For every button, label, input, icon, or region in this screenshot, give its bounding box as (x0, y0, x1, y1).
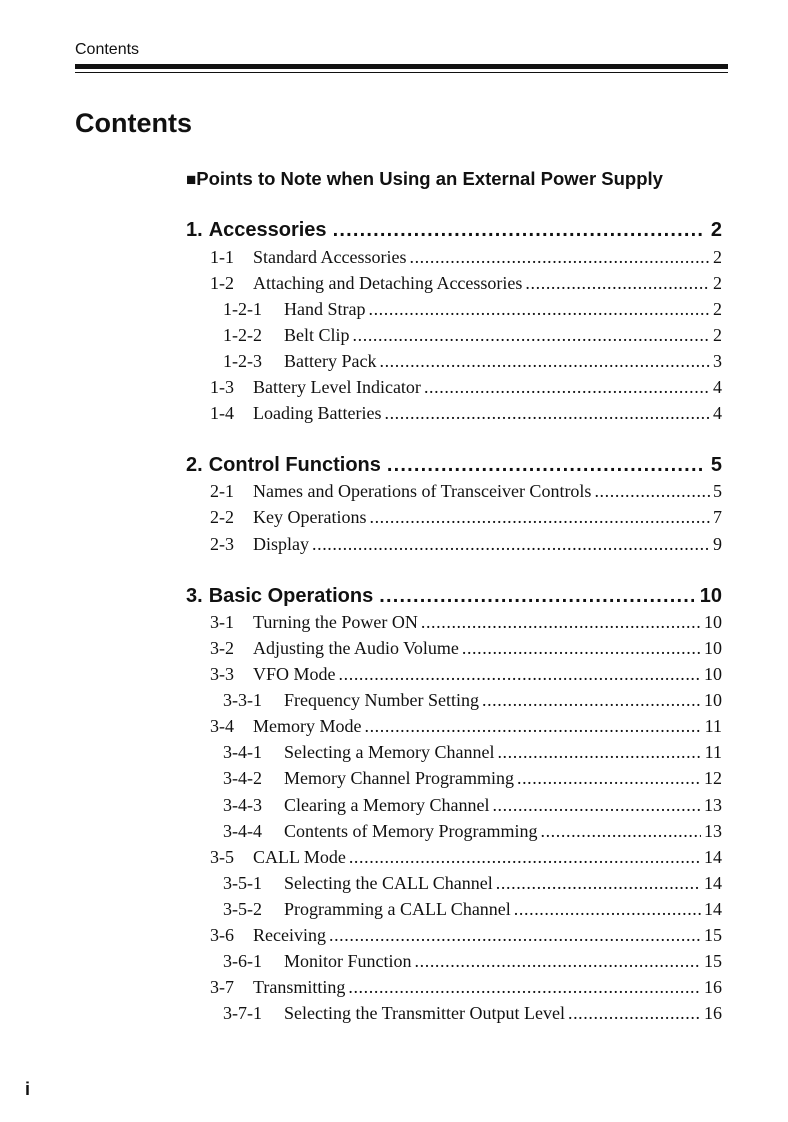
toc-number: 3-4-2 (223, 768, 262, 788)
toc-entry[interactable] (223, 821, 722, 842)
toc-number: 3-2 (210, 638, 234, 658)
toc-section[interactable] (186, 585, 722, 608)
toc-page-number: 2 (713, 325, 722, 345)
toc-dot-leader (497, 742, 701, 763)
toc-section[interactable] (186, 219, 722, 242)
toc-label: Adjusting the Audio Volume (253, 638, 459, 658)
toc-page-number: 2 (710, 219, 722, 241)
toc-label: Loading Batteries (253, 403, 382, 423)
toc-dot-leader (369, 507, 710, 528)
toc-entry[interactable] (210, 507, 722, 528)
toc-page-number: 10 (704, 612, 722, 632)
toc-page-number: 13 (704, 795, 722, 815)
toc-number: 3-5 (210, 847, 234, 867)
toc-entry[interactable] (210, 847, 722, 868)
toc-number: 1-2-1 (223, 299, 262, 319)
note-text: Points to Note when Using an External Power Supply (196, 168, 663, 189)
toc-page-number: 14 (704, 847, 722, 867)
toc-number: 3. (186, 585, 203, 607)
toc-dot-leader (329, 925, 701, 946)
toc-entry[interactable] (223, 351, 722, 372)
toc-label: Key Operations (253, 507, 367, 527)
toc-number: 3-3-1 (223, 690, 262, 710)
toc-page-number: 11 (704, 742, 722, 762)
toc-page-number: 15 (704, 925, 722, 945)
toc-number: 2-1 (210, 481, 234, 501)
toc-dot-leader (384, 403, 710, 424)
toc-label: Memory Channel Programming (284, 768, 514, 788)
header-rule-thin (75, 72, 728, 73)
toc-dot-leader (353, 325, 710, 346)
toc-dot-leader (339, 664, 701, 685)
toc-label: Monitor Function (284, 951, 412, 971)
toc-page-number: 11 (704, 716, 722, 736)
toc-page-number: 9 (713, 534, 722, 554)
toc-dot-leader (496, 873, 701, 894)
toc-entry[interactable] (223, 899, 722, 920)
toc-number: 1-2 (210, 273, 234, 293)
toc-page-number: 13 (704, 821, 722, 841)
toc-label: Belt Clip (284, 325, 350, 345)
toc-dot-leader (364, 716, 701, 737)
toc-number: 3-5-2 (223, 899, 262, 919)
toc-number: 3-5-1 (223, 873, 262, 893)
toc-label: Selecting the CALL Channel (284, 873, 493, 893)
toc-number: 3-3 (210, 664, 234, 684)
toc-page-number: 14 (704, 899, 722, 919)
toc-label: Contents of Memory Programming (284, 821, 538, 841)
toc-page-number: 16 (704, 977, 722, 997)
toc-label: Control Functions (208, 454, 381, 476)
toc-entry[interactable] (210, 481, 722, 502)
toc-label: Display (253, 534, 309, 554)
toc-dot-leader (594, 481, 710, 502)
toc-label: Standard Accessories (253, 247, 407, 267)
toc-label: Selecting the Transmitter Output Level (284, 1003, 565, 1023)
toc-label: Receiving (253, 925, 326, 945)
toc-number: 3-6 (210, 925, 234, 945)
toc-number: 2-2 (210, 507, 234, 527)
toc-entry[interactable] (223, 1003, 722, 1024)
toc-dot-leader (424, 377, 710, 398)
toc-label: Accessories (208, 219, 327, 241)
page-title: Contents (75, 108, 192, 138)
toc-dot-leader (379, 351, 710, 372)
toc-label: Memory Mode (253, 716, 362, 736)
header-rule-thick (75, 64, 728, 69)
toc-dot-leader (568, 1003, 701, 1024)
toc-entry[interactable] (210, 403, 722, 424)
toc-label: Basic Operations (208, 585, 374, 607)
toc-entry[interactable] (223, 795, 722, 816)
toc-entry[interactable] (223, 325, 722, 346)
toc-number: 3-4-3 (223, 795, 262, 815)
toc-page-number: 2 (713, 299, 722, 319)
toc-entry[interactable] (223, 690, 722, 711)
power-supply-note[interactable] (186, 168, 663, 190)
toc-dot-leader (492, 795, 701, 816)
toc-page-number: 12 (704, 768, 722, 788)
toc-page-number: 15 (704, 951, 722, 971)
toc-page-number: 3 (713, 351, 722, 371)
toc-label: Battery Level Indicator (253, 377, 421, 397)
toc-entry[interactable] (210, 925, 722, 946)
toc-page-number: 5 (710, 454, 722, 476)
toc-page-number: 16 (704, 1003, 722, 1023)
toc-page-number: 10 (704, 690, 722, 710)
toc-page-number: 4 (713, 377, 722, 397)
toc-number: 1-2-2 (223, 325, 262, 345)
square-bullet-icon: ■ (186, 170, 197, 189)
toc-dot-leader (514, 899, 701, 920)
toc-label: Transmitting (253, 977, 346, 997)
toc-dot-leader (482, 690, 701, 711)
toc-page-number: 10 (704, 638, 722, 658)
toc-entry[interactable] (223, 873, 722, 894)
toc-number: 3-4-1 (223, 742, 262, 762)
toc-section[interactable] (186, 454, 722, 477)
toc-dot-leader (540, 821, 701, 842)
toc-page-number: 4 (713, 403, 722, 423)
toc-label: Frequency Number Setting (284, 690, 479, 710)
toc-label: Programming a CALL Channel (284, 899, 511, 919)
toc-number: 2. (186, 454, 203, 476)
toc-dot-leader (462, 638, 701, 659)
toc-entry[interactable] (210, 638, 722, 659)
toc-dot-leader (348, 977, 701, 998)
toc-page-number: 2 (713, 247, 722, 267)
toc-dot-leader (333, 219, 705, 242)
toc-page-number: 7 (713, 507, 722, 527)
toc-entry[interactable] (210, 534, 722, 555)
toc-dot-leader (517, 768, 701, 789)
toc-label: Attaching and Detaching Accessories (253, 273, 523, 293)
toc-entry[interactable] (210, 977, 722, 998)
toc-entry[interactable] (210, 273, 722, 294)
toc-dot-leader (379, 585, 694, 608)
toc-entry[interactable] (210, 612, 722, 633)
toc-number: 3-4-4 (223, 821, 262, 841)
toc-number: 1-1 (210, 247, 234, 267)
toc-dot-leader (409, 247, 710, 268)
toc-number: 3-7-1 (223, 1003, 262, 1023)
toc-number: 3-6-1 (223, 951, 262, 971)
toc-page-number: 10 (699, 585, 722, 607)
toc-number: 1. (186, 219, 203, 241)
toc-entry[interactable] (210, 716, 722, 737)
toc-page-number: 5 (713, 481, 722, 501)
toc-number: 3-1 (210, 612, 234, 632)
toc-entry[interactable] (223, 951, 722, 972)
toc-number: 1-3 (210, 377, 234, 397)
running-head: Contents (75, 41, 140, 58)
toc-label: Names and Operations of Transceiver Controls (253, 481, 592, 501)
toc-number: 2-3 (210, 534, 234, 554)
toc-entry[interactable] (223, 299, 722, 320)
toc-entry[interactable] (210, 247, 722, 268)
toc-label: VFO Mode (253, 664, 336, 684)
toc-dot-leader (387, 454, 705, 477)
toc-number: 3-7 (210, 977, 234, 997)
toc-number: 1-2-3 (223, 351, 262, 371)
toc-entry[interactable] (223, 768, 722, 789)
toc-page-number: 10 (704, 664, 722, 684)
toc-label: Selecting a Memory Channel (284, 742, 495, 762)
toc-label: Clearing a Memory Channel (284, 795, 490, 815)
toc-label: CALL Mode (253, 847, 346, 867)
toc-label: Turning the Power ON (253, 612, 418, 632)
toc-page-number: 2 (713, 273, 722, 293)
toc-dot-leader (368, 299, 710, 320)
toc-entry[interactable] (210, 377, 722, 398)
toc-label: Battery Pack (284, 351, 377, 371)
toc-number: 3-4 (210, 716, 234, 736)
toc-dot-leader (415, 951, 701, 972)
toc-entry[interactable] (210, 664, 722, 685)
toc-dot-leader (421, 612, 701, 633)
toc-dot-leader (349, 847, 701, 868)
page-folio: i (25, 1079, 31, 1099)
toc-page-number: 14 (704, 873, 722, 893)
toc-dot-leader (312, 534, 710, 555)
toc-label: Hand Strap (284, 299, 366, 319)
toc-dot-leader (525, 273, 710, 294)
toc-entry[interactable] (223, 742, 722, 763)
toc-number: 1-4 (210, 403, 234, 423)
